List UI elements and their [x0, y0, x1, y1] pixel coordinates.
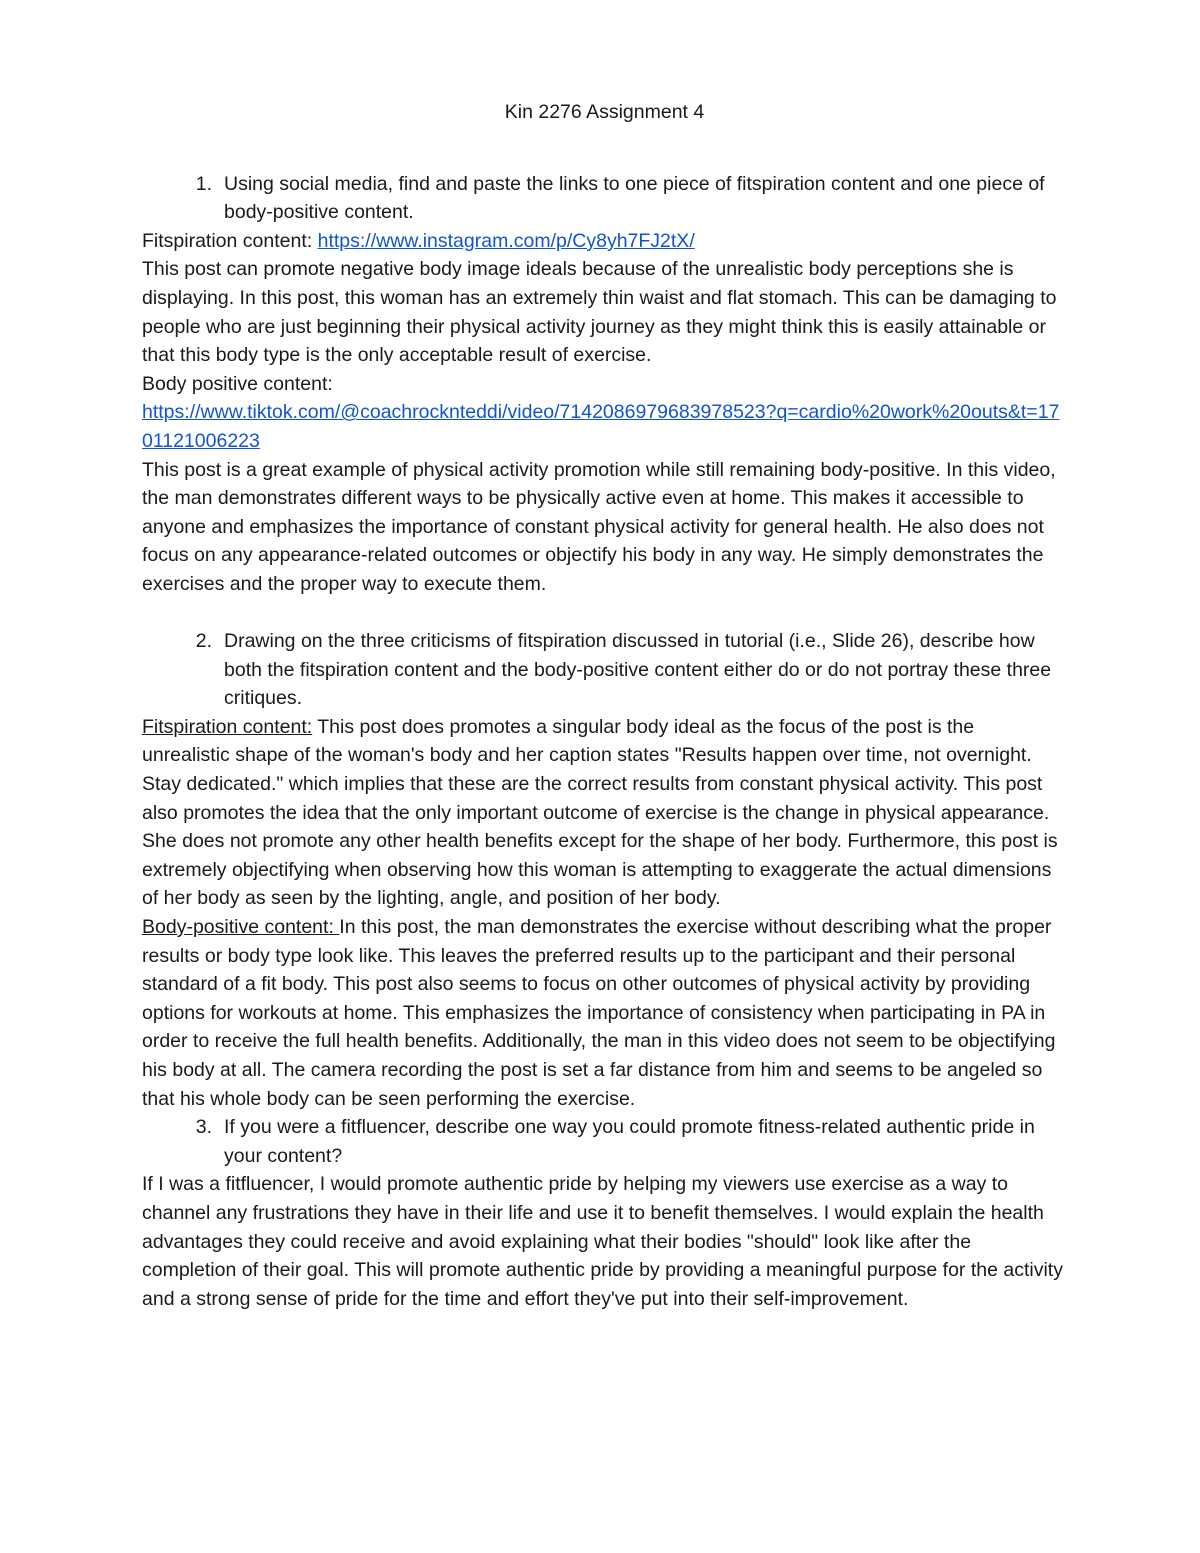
fitspiration-critique	[142, 713, 1067, 913]
question-number: 1.	[195, 172, 212, 195]
body-positive-answer: This post is a great example of physical activity promotion while still remaining body-positive. In this video, the man demonstrates different ways to be physically active even at home. This makes it accessible to anyone and emphasizes the importance of constant physical activity for general health. He also does not focus on any appearance-related outcomes or objectify his body in any way. He simply demonstrates the exercises and the proper way to execute them.	[142, 458, 1056, 595]
fitspiration-critique-label: Fitspiration content:	[142, 715, 313, 738]
question-text: If you were a fitfluencer, describe one way you could promote fitness-related authentic pride in your content?	[224, 1116, 1035, 1167]
document-title: Kin 2276 Assignment 4	[504, 101, 705, 123]
question-1	[142, 170, 1067, 227]
fitspiration-critique-text: This post does promotes a singular body ideal as the focus of the post is the unrealistic shape of the woman's body and her caption states "Results happen over time, not overnight. Stay dedicated." which implies that these are the correct results from constant physical activity. This post also promotes the idea that the only important outcome of exercise is the change in physical appearance. She does not promote any other health benefits except for the shape of her body. Furthermore, this post is extremely objectifying when observing how this woman is attempting to exaggerate the actual dimensions of her body as seen by the lighting, angle, and position of her body.	[142, 715, 1058, 910]
body-positive-critique-label: Body-positive content:	[142, 916, 340, 939]
question-2	[142, 627, 1067, 713]
question-number: 3.	[195, 1116, 212, 1139]
fitspiration-link-line	[142, 227, 1067, 256]
tiktok-link[interactable]: https://www.tiktok.com/@coachrocknteddi/video/7142086979683978523?q=cardio%20work%20outs&t=1701121006223	[142, 401, 1060, 452]
body-positive-critique	[142, 913, 1067, 1113]
question-text: Drawing on the three criticisms of fitspiration discussed in tutorial (i.e., Slide 26), describe how both the fitspiration content and the body-positive content either do or do not portray these three critiques.	[224, 630, 1052, 710]
question-number: 2.	[195, 630, 212, 653]
instagram-link[interactable]: https://www.instagram.com/p/Cy8yh7FJ2tX/	[317, 229, 695, 252]
spacer	[142, 599, 1067, 628]
question-text: Using social media, find and paste the links to one piece of fitspiration content and one piece of body-positive content.	[224, 172, 1045, 224]
question-3	[142, 1113, 1067, 1170]
body-positive-critique-text: In this post, the man demonstrates the exercise without describing what the proper results or body type look like. This leaves the preferred results up to the participant and their personal standard of a fit body. This post also seems to focus on other outcomes of physical activity by providing options for workouts at home. This emphasizes the importance of consistency when participating in PA in order to receive the full health benefits. Additionally, the man in this video does not seem to be objectifying his body at all. The camera recording the post is set a far distance from him and seems to be angeled so that his whole body can be seen performing the exercise.	[142, 916, 1056, 1110]
fitfluencer-answer: If I was a fitfluencer, I would promote authentic pride by helping my viewers use exercise as a way to channel any frustrations they have in their life and use it to benefit themselves. I would explain the health advantages they could receive and avoid explaining what their bodies "should" look like after the completion of their goal. This will promote authentic pride by providing a meaningful purpose for the activity and a strong sense of pride for the time and effort they've put into their self-improvement.	[142, 1173, 1063, 1310]
body-positive-label: Body positive content:	[142, 372, 333, 395]
document-page	[142, 98, 1067, 1313]
fitspiration-answer: This post can promote negative body image ideals because of the unrealistic body perceptions she is displaying. In this post, this woman has an extremely thin waist and flat stomach. This can be damaging to people who are just beginning their physical activity journey as they might think this is easily attainable or that this body type is the only acceptable result of exercise.	[142, 258, 1057, 367]
fitspiration-label: Fitspiration content:	[142, 229, 318, 252]
